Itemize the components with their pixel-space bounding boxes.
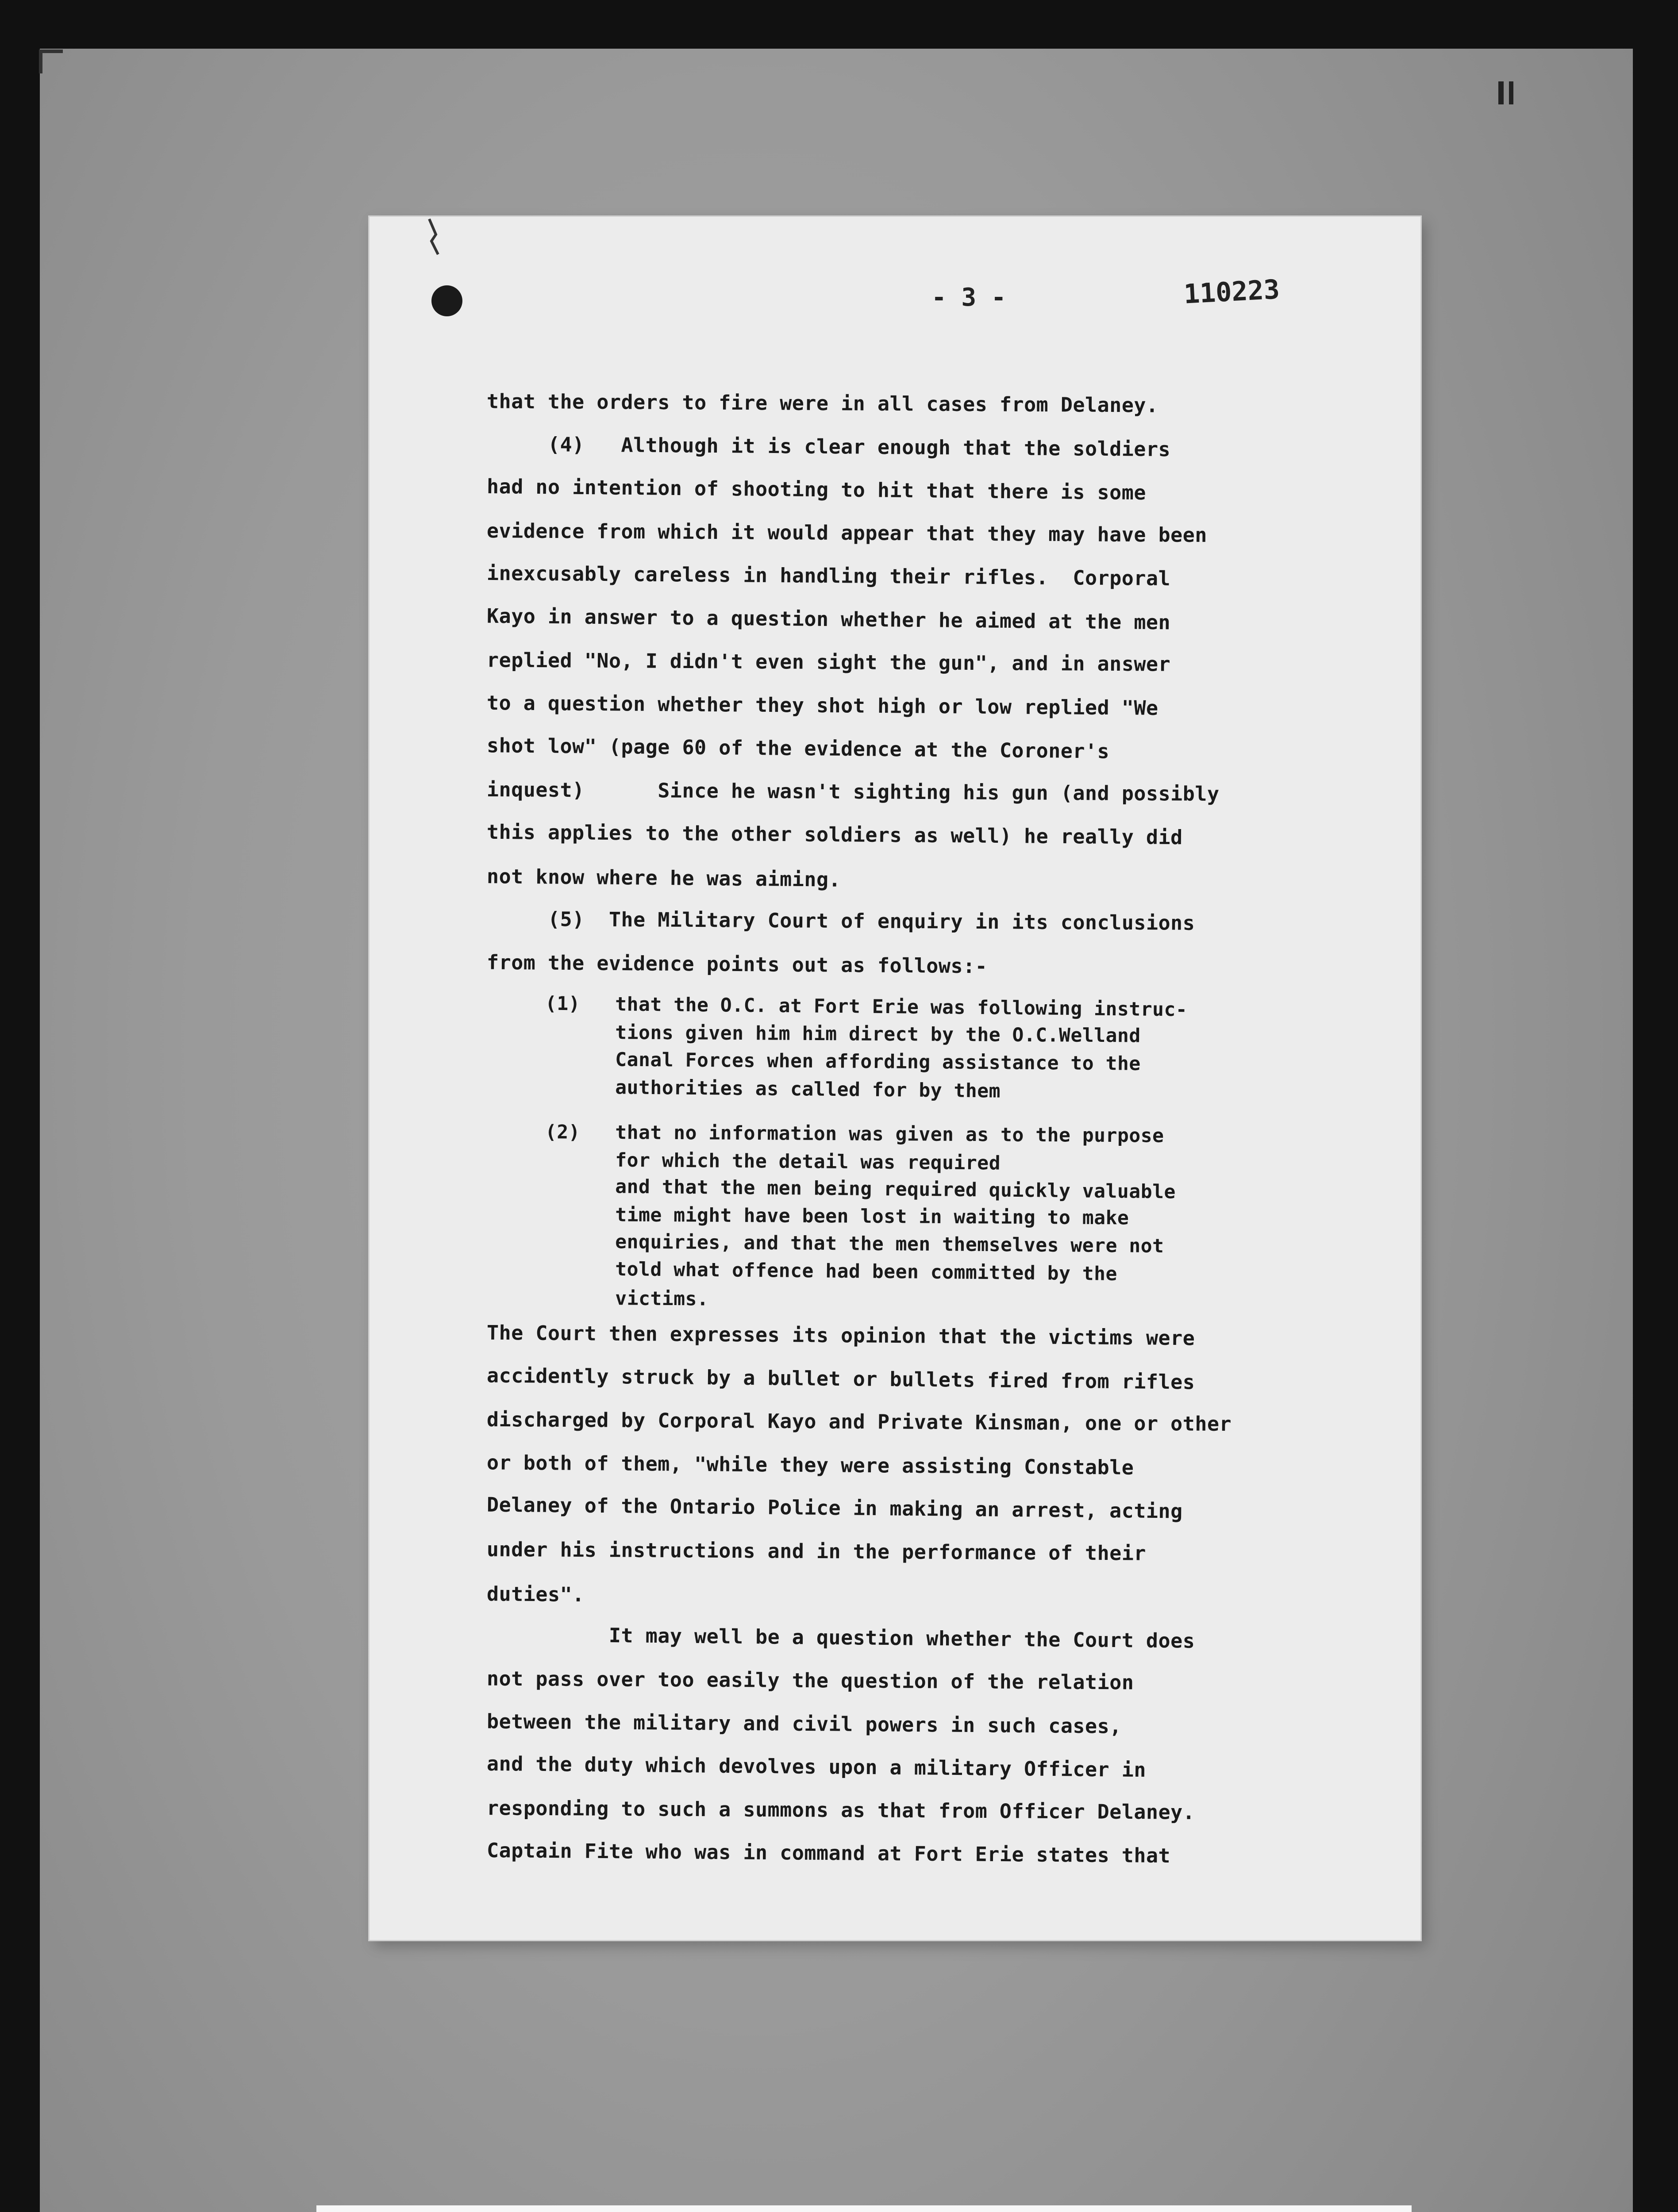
text-line: not know where he was aiming.: [486, 864, 841, 891]
text-line: this applies to the other soldiers as well) he really did: [486, 820, 1183, 849]
text-line: to a question whether they shot high or low replied "We: [486, 691, 1158, 720]
text-line: replied "No, I didn't even sight the gun", and in answer: [486, 648, 1171, 676]
text-line: Canal Forces when affording assistance to the: [486, 1048, 1141, 1075]
text-line: duties".: [486, 1582, 585, 1606]
text-line: and that the men being required quickly valuable: [486, 1174, 1176, 1203]
document-number: 110223: [1183, 274, 1281, 310]
page-number: - 3 -: [931, 283, 1006, 312]
text-line: (1) that the O.C. at Fort Erie was following instruc-: [486, 992, 1188, 1021]
text-line: The Court then expresses its opinion that the victims were: [486, 1321, 1195, 1350]
text-line: inquest) Since he wasn't sighting his gun (and possibly: [486, 777, 1220, 806]
text-line: (4) Although it is clear enough that the soldiers: [486, 432, 1171, 461]
text-line: (2) that no information was given as to the purpose: [486, 1121, 1164, 1147]
text-line: accidently struck by a bullet or bullets fired from rifles: [486, 1363, 1195, 1394]
text-line: Kayo in answer to a question whether he aimed at the men: [486, 604, 1171, 634]
text-line: from the evidence points out as follows:-: [486, 950, 988, 978]
text-line: responding to such a summons as that from Officer Delaney.: [486, 1796, 1195, 1824]
text-line: told what offence had been committed by the: [486, 1257, 1118, 1285]
text-line: enquiries, and that the men themselves were not: [486, 1229, 1164, 1258]
staple-mark-icon: [420, 217, 447, 257]
text-line: time might have been lost in waiting to make: [486, 1203, 1129, 1229]
text-line: (5) The Military Court of enquiry in its conclusions: [486, 907, 1195, 935]
text-line: discharged by Corporal Kayo and Private Kinsman, one or other: [486, 1407, 1232, 1436]
text-line: Captain Fite who was in command at Fort Erie states that: [486, 1838, 1171, 1868]
text-line: under his instructions and in the performance of their: [486, 1537, 1147, 1565]
text-line: and the duty which devolves upon a military Officer in: [486, 1751, 1147, 1782]
frame-mark-icon: [1496, 80, 1522, 106]
text-line: inexcusably careless in handling their rifles. Corporal: [486, 561, 1171, 591]
text-line: victims.: [486, 1286, 709, 1310]
archives-card: [316, 2205, 1412, 2212]
corner-mark: [39, 50, 63, 73]
text-line: evidence from which it would appear that they may have been: [486, 518, 1208, 547]
text-line: tions given him him direct by the O.C.Welland: [486, 1021, 1141, 1047]
document-page: [369, 217, 1420, 1940]
text-line: It may well be a question whether the Court does: [486, 1622, 1195, 1653]
text-line: not pass over too easily the question of the relation: [486, 1667, 1134, 1694]
text-line: or both of them, "while they were assisting Constable: [486, 1450, 1134, 1479]
text-line: shot low" (page 60 of the evidence at the Coroner's: [486, 733, 1110, 763]
text-line: Delaney of the Ontario Police in making an arrest, acting: [486, 1493, 1183, 1523]
text-line: for which the detail was required: [486, 1148, 1001, 1175]
text-line: between the military and civil powers in such cases,: [486, 1709, 1122, 1738]
punch-hole: [431, 285, 462, 316]
text-line: that the orders to fire were in all cases from Delaney.: [486, 389, 1158, 417]
text-line: had no intention of shooting to hit that there is some: [486, 474, 1147, 505]
text-line: authorities as called for by them: [486, 1075, 1001, 1102]
